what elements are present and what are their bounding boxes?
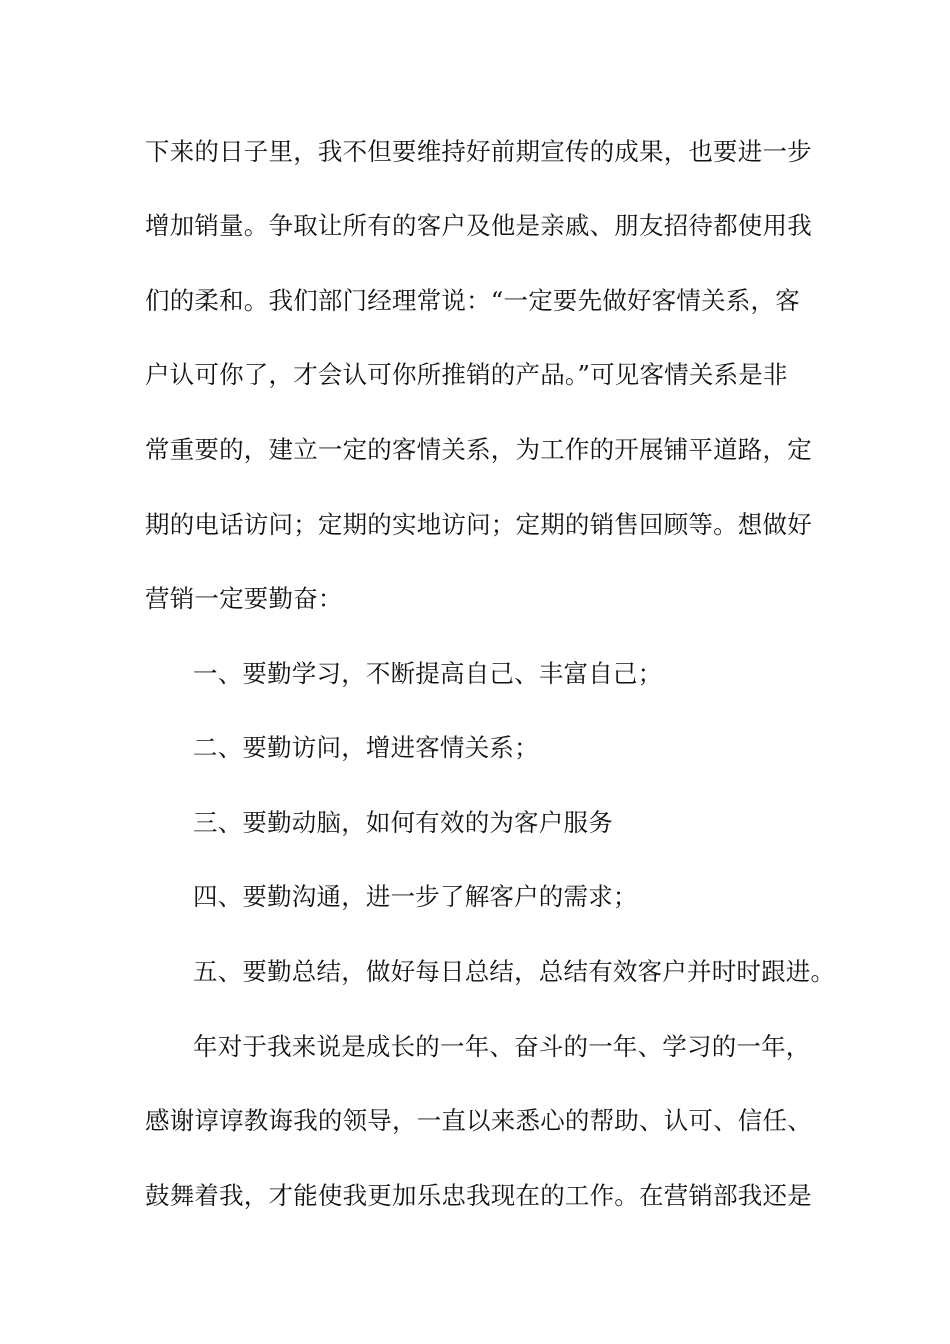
paragraph-line: 们的柔和。我们部门经理常说：“一定要先做好客情关系，客: [145, 286, 800, 315]
paragraph-line: 下来的日子里，我不但要维持好前期宣传的成果，也要进一步: [145, 137, 812, 166]
list-item: 二、要勤访问，增进客情关系；: [193, 733, 539, 762]
paragraph-line: 户认可你了，才会认可你所推销的产品。”可见客情关系是非: [145, 360, 788, 389]
paragraph-line: 年对于我来说是成长的一年、奋斗的一年、学习的一年，: [193, 1032, 811, 1061]
list-item: 一、要勤学习，不断提高自己、丰富自己；: [193, 659, 663, 688]
list-item: 三、要勤动脑，如何有效的为客户服务: [193, 808, 613, 837]
paragraph-line: 鼓舞着我，才能使我更加乐忠我现在的工作。在营销部我还是: [145, 1181, 812, 1210]
paragraph-line: 期的电话访问；定期的实地访问；定期的销售回顾等。想做好: [145, 510, 812, 539]
list-item: 五、要勤总结，做好每日总结，总结有效客户并时时跟进。: [193, 957, 836, 986]
paragraph-line: 增加销量。争取让所有的客户及他是亲戚、朋友招待都使用我: [145, 211, 812, 240]
paragraph-line: 常重要的，建立一定的客情关系，为工作的开展铺平道路，定: [145, 435, 812, 464]
paragraph-line: 感谢谆谆教诲我的领导，一直以来悉心的帮助、认可、信任、: [145, 1106, 812, 1135]
list-item: 四、要勤沟通，进一步了解客户的需求；: [193, 882, 638, 911]
paragraph-line: 营销一定要勤奋：: [145, 584, 343, 613]
